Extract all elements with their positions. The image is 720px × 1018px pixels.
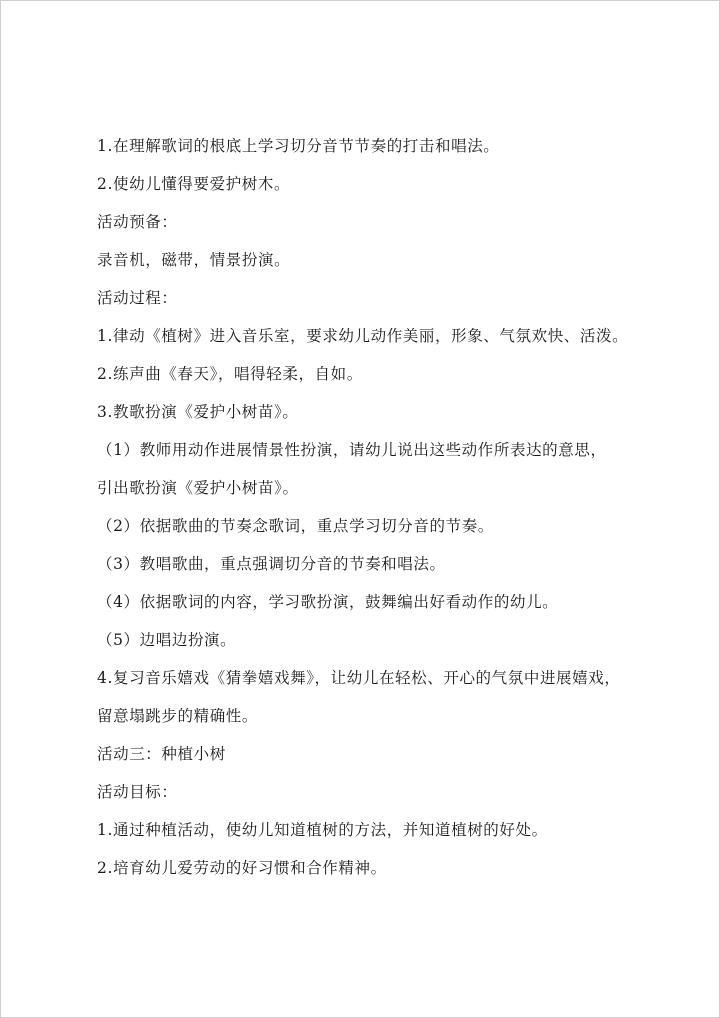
activity-goals-heading: 活动目标：	[97, 783, 178, 801]
document-body	[97, 136, 657, 896]
substep-1-line-2: 引出歌扮演《爱护小树苗》。	[97, 479, 299, 497]
activity-three-heading: 活动三：种植小树	[97, 745, 226, 763]
preparation-materials: 录音机，磁带，情景扮演。	[97, 251, 291, 269]
process-step-3: 3.教歌扮演《爱护小树苗》。	[97, 403, 299, 421]
process-step-4-line-1: 4.复习音乐嬉戏《猜拳嬉戏舞》，让幼儿在轻松、开心的气氛中进展嬉戏，	[97, 669, 621, 687]
substep-3: （3）教唱歌曲，重点强调切分音的节奏和唱法。	[97, 555, 446, 573]
process-heading: 活动过程：	[97, 289, 178, 307]
process-step-4-line-2: 留意塌跳步的精确性。	[97, 707, 259, 725]
substep-4: （4）依据歌词的内容，学习歌扮演，鼓舞编出好看动作的幼儿。	[97, 593, 559, 611]
goal-line-2: 2.使幼儿懂得要爱护树木。	[97, 175, 291, 193]
activity-goal-1: 1.通过种植活动，使幼儿知道植树的方法，并知道植树的好处。	[97, 821, 548, 839]
preparation-heading: 活动预备：	[97, 213, 178, 231]
substep-1-line-1: （1）教师用动作进展情景性扮演，请幼儿说出这些动作所表达的意思，	[97, 441, 607, 459]
activity-goal-2: 2.培育幼儿爱劳动的好习惯和合作精神。	[97, 859, 387, 877]
process-step-2: 2.练声曲《春天》，唱得轻柔，自如。	[97, 365, 363, 383]
goal-line-1: 1.在理解歌词的根底上学习切分音节节奏的打击和唱法。	[97, 137, 500, 155]
substep-2: （2）依据歌曲的节奏念歌词，重点学习切分音的节奏。	[97, 517, 494, 535]
process-step-1: 1.律动《植树》进入音乐室，要求幼儿动作美丽，形象、气氛欢快、活泼。	[97, 327, 629, 345]
substep-5: （5）边唱边扮演。	[97, 631, 237, 649]
